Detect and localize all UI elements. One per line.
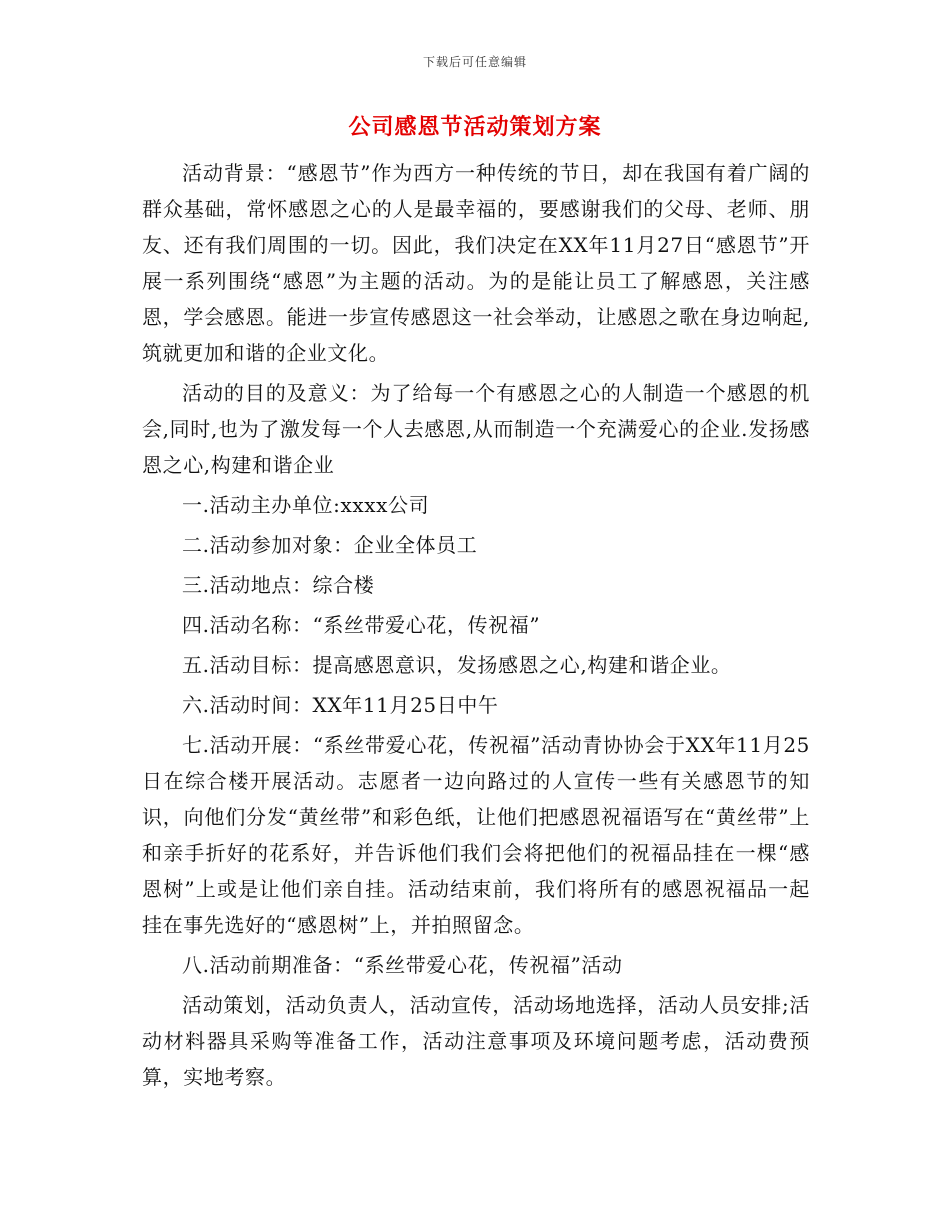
item-preparation: 八.活动前期准备：“系丝带爱心花，传祝福”活动 (182, 953, 623, 977)
document-body (142, 155, 810, 1099)
item-participants: 二.活动参加对象：企业全体员工 (182, 533, 478, 557)
item-goal: 五.活动目标：提高感恩意识，发扬感恩之心,构建和谐企业。 (182, 653, 732, 677)
item-location: 三.活动地点：综合楼 (182, 573, 375, 597)
paragraph-preparation-detail: 活动策划，活动负责人，活动宣传，活动场地选择，活动人员安排;活动材料器具采购等准备工作，活动注意事项及环境问题考虑，活动费预算，实地考察。 (142, 993, 810, 1089)
paragraph-background: 活动背景：“感恩节”作为西方一种传统的节日，却在我国有着广阔的群众基础，常怀感恩之心的人是最幸福的，要感谢我们的父母、老师、朋友、还有我们周围的一切。因此，我们决定在XX年11月27日“感恩节”开展一系列围绕“感恩”为主题的活动。为的是能让员工了解感恩，关注感恩，学会感恩。能进一步宣传感恩这一社会举动，让感恩之歌在身边响起,筑就更加和谐的企业文化。 (142, 161, 810, 365)
item-activity-name: 四.活动名称：“系丝带爱心花，传祝福” (182, 613, 541, 637)
document-title: 公司感恩节活动策划方案 (348, 114, 602, 140)
paragraph-purpose: 活动的目的及意义：为了给每一个有感恩之心的人制造一个感恩的机会,同时,也为了激发每一个人去感恩,从而制造一个充满爱心的企业.发扬感恩之心,构建和谐企业 (142, 381, 810, 477)
paragraph-implementation: 七.活动开展：“系丝带爱心花，传祝福”活动青协协会于XX年11月25日在综合楼开展活动。志愿者一边向路过的人宣传一些有关感恩节的知识，向他们分发“黄丝带”和彩色纸，让他们把感恩祝福语写在“黄丝带”上和亲手折好的花系好，并告诉他们我们会将把他们的祝福品挂在一棵“感恩树”上或是让他们亲自挂。活动结束前，我们将所有的感恩祝福品一起挂在事先选好的“感恩树”上，并拍照留念。 (142, 733, 810, 937)
item-organizer: 一.活动主办单位:xxxx公司 (182, 493, 430, 517)
item-time: 六.活动时间：XX年11月25日中午 (182, 693, 499, 717)
header-note: 下载后可任意编辑 (422, 55, 527, 69)
